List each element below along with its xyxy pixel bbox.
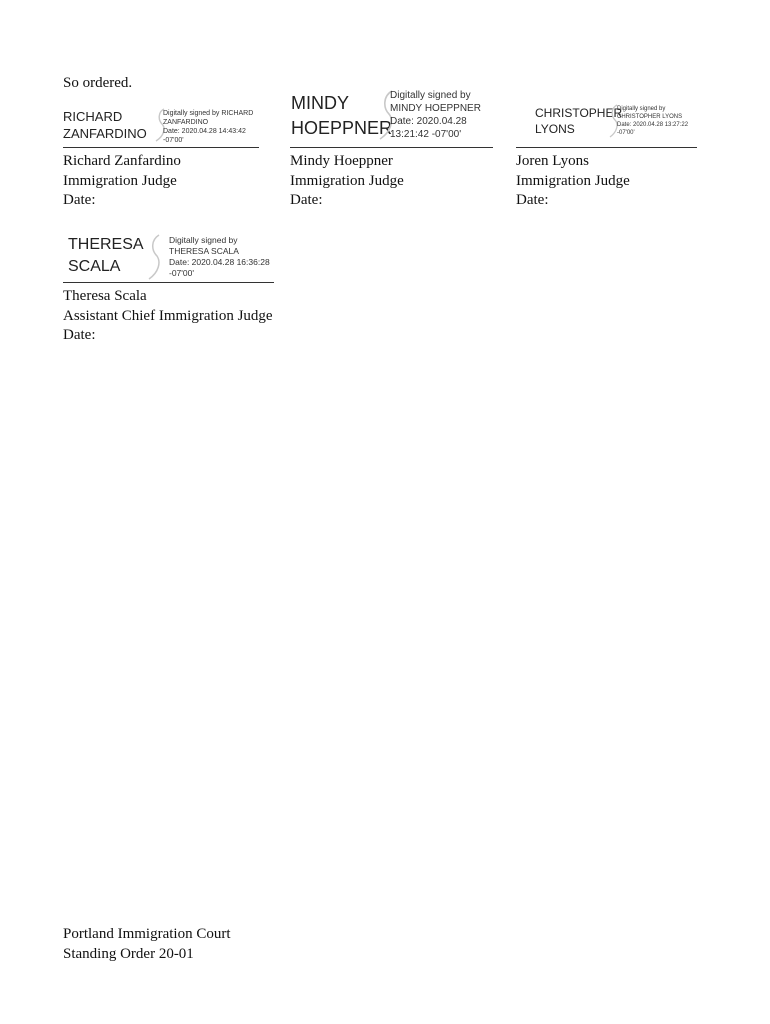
date-label: Date: [63,327,96,343]
signer-title: Immigration Judge [516,172,630,189]
signature-stamp-name: THERESA SCALA [68,236,144,275]
signature-stamp-name: CHRISTOPHER LYONS [535,106,623,136]
date-label: Date: [63,192,96,208]
signature-line [290,147,493,148]
signature-seal-icon [147,234,163,280]
signature-stamp-name: MINDY HOEPPNER [291,93,393,138]
footer-court-name: Portland Immigration Court [63,926,231,942]
signature-stamp-detail: Digitally signed by MINDY HOEPPNER Date: 2020.04.28 13:21:42 -07'00' [390,90,481,140]
footer-order-number: Standing Order 20-01 [63,945,194,962]
signer-name: Theresa Scala [63,288,147,304]
signer-name: Richard Zanfardino [63,153,181,169]
signer-name: Joren Lyons [516,153,589,169]
signer-title: Immigration Judge [63,172,177,189]
signer-title: Assistant Chief Immigration Judge [63,307,273,324]
signer-title: Immigration Judge [290,172,404,189]
signature-stamp-name: RICHARD ZANFARDINO [63,109,147,141]
signature-stamp-detail: Digitally signed by CHRISTOPHER LYONS Date: 2020.04.28 13:27:22 -07'00' [617,106,689,136]
signer-block [63,152,181,211]
so-ordered-text: So ordered. [63,75,133,91]
signer-block [516,152,630,211]
signer-name: Mindy Hoeppner [290,153,393,169]
signature-line [63,282,274,283]
signature-line [63,147,259,148]
signer-block [63,287,273,346]
signer-block [290,152,404,211]
date-label: Date: [516,192,549,208]
signature-stamp-detail: Digitally signed by THERESA SCALA Date: 2020.04.28 16:36:28 -07'00' [169,235,270,278]
signature-stamp-detail: Digitally signed by RICHARD ZANFARDINO Date: 2020.04.28 14:43:42 -07'00' [163,110,254,144]
signature-line [516,147,697,148]
footer [63,925,230,964]
date-label: Date: [290,192,323,208]
